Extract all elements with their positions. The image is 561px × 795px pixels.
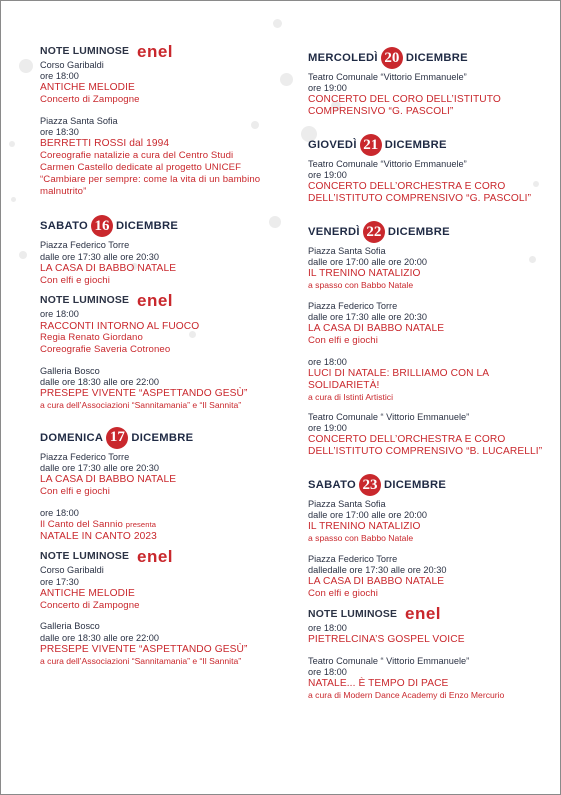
event-detail: Galleria Bosco (40, 621, 100, 632)
event-credit: a cura dell’Associazioni “Sannitamania” e “Il Sannita” (40, 400, 242, 411)
event (40, 565, 302, 611)
event-presenter (40, 519, 302, 531)
month-name: DICEMBRE (387, 226, 450, 238)
presenter-name: Il Canto del Sannio (40, 518, 123, 530)
event-text: LA CASA DI BABBO NATALE (308, 323, 445, 335)
note-luminose-header (40, 548, 302, 565)
event (308, 159, 553, 205)
event-detail: ore 18:00 (308, 356, 347, 367)
snow-dot (273, 19, 282, 28)
date-header (308, 45, 553, 71)
event-credit: a cura di Modern Dance Academy di Enzo Mercurio (308, 689, 505, 700)
event-detail: ore 19:00 (308, 83, 347, 94)
event (40, 309, 302, 356)
event-detail: Piazza Santa Sofia (308, 499, 386, 509)
note-luminose-header (40, 292, 302, 309)
event-text: DELL’ISTITUTO COMPRENSIVO “B. LUCARELLI” (308, 446, 543, 458)
note-luminose-label: NOTE LUMINOSE (40, 46, 130, 57)
event-text: COMPRENSIVO “G. PASCOLI” (308, 106, 454, 118)
event-text: Concerto di Zampogne (40, 599, 140, 611)
event-time: ore 18:00 (40, 507, 79, 518)
snow-dot (19, 59, 33, 73)
event-detail: Piazza Santa Sofia (308, 246, 386, 256)
event-text: Con elfi e giochi (40, 274, 110, 286)
event-text: ANTICHE MELODIE (40, 587, 135, 599)
event-text: CONCERTO DELL’ORCHESTRA E CORO (308, 434, 506, 446)
event-credit: a cura dell’Associazioni “Sannitamania” e “Il Sannita” (40, 655, 242, 666)
day-number-badge: 16 (91, 215, 113, 237)
event-detail: ore 19:00 (308, 423, 347, 434)
svg-text:enel: enel (137, 292, 174, 309)
event-text: DELL’ISTITUTO COMPRENSIVO “G. PASCOLI” (308, 193, 532, 205)
event (40, 452, 302, 498)
day-name: DOMENICA (40, 431, 104, 444)
event-text: RACCONTI INTORNO AL FUOCO (40, 320, 200, 332)
month-name: DICEMBRE (131, 431, 194, 444)
month-name: DICEMBRE (405, 52, 468, 64)
enel-logo-icon (137, 293, 183, 309)
event-title: NATALE IN CANTO 2023 (40, 530, 157, 542)
event-detail: ore 18:00 (308, 666, 347, 677)
event-text: Con elfi e giochi (308, 334, 378, 346)
event (308, 412, 553, 458)
event-text: Concerto di Zampogne (40, 94, 140, 106)
event-text: LUCI DI NATALE: BRILLIAMO CON LA (308, 367, 490, 379)
event-detail: Corso Garibaldi (40, 565, 104, 576)
note-luminose-header (40, 43, 302, 60)
event-text: PRESEPE VIVENTE “ASPETTANDO GESÙ” (40, 643, 248, 655)
event-detail: Galleria Bosco (40, 365, 100, 376)
event-text: Coreografie natalizie a cura del Centro Studi (40, 150, 234, 162)
day-name: SABATO (40, 220, 89, 233)
event-text: Regia Renato Giordano (40, 332, 143, 344)
event-text: LA CASA DI BABBO NATALE (40, 474, 177, 486)
event-detail: dalle ore 17:30 alle ore 20:30 (40, 251, 160, 262)
event-text: PRESEPE VIVENTE “ASPETTANDO GESÙ” (40, 388, 248, 400)
month-name: DICEMBRE (384, 139, 447, 151)
event-detail: Piazza Federico Torre (40, 240, 130, 251)
presenta-label: presenta (125, 519, 157, 529)
snow-dot (11, 197, 16, 202)
event (40, 60, 302, 106)
note-luminose-label: NOTE LUMINOSE (40, 295, 130, 307)
enel-logo-icon (137, 549, 183, 565)
date-header (308, 472, 553, 498)
right-column (308, 45, 553, 710)
event-text: SOLIDARIETÀ! (308, 379, 380, 391)
date-header (308, 132, 553, 158)
event-detail: Piazza Federico Torre (40, 451, 130, 462)
date-header (40, 425, 302, 451)
event (308, 246, 553, 291)
event-text: Carmen Castello dedicate al progetto UNICEF (40, 162, 242, 173)
month-name: DICEMBRE (384, 479, 447, 491)
event (308, 72, 553, 118)
event-detail: dalle ore 18:30 alle ore 22:00 (40, 377, 160, 388)
note-luminose-label: NOTE LUMINOSE (308, 608, 398, 620)
event-detail: Teatro Comunale “Vittorio Emmanuele” (308, 159, 467, 169)
event (308, 656, 553, 701)
event-detail: Teatro Comunale “ Vittorio Emmanuele” (308, 412, 470, 422)
event-detail: dalle ore 17:30 alle ore 20:30 (40, 462, 160, 473)
date-header (40, 213, 302, 239)
event-text: malnutrito” (40, 185, 87, 197)
event-detail: dalledalle ore 17:30 alle ore 20:30 (308, 564, 447, 575)
event-detail: dalle ore 17:30 alle ore 20:30 (308, 311, 428, 322)
date-header (308, 219, 553, 245)
note-luminose-label: NOTE LUMINOSE (40, 551, 130, 563)
event-credit: a spasso con Babbo Natale (308, 533, 414, 544)
event-credit: a spasso con Babbo Natale (308, 280, 414, 291)
enel-logo-icon (137, 44, 183, 60)
day-number-badge: 20 (381, 47, 403, 69)
event-detail: Piazza Federico Torre (308, 553, 398, 564)
event-credit: a cura di Istinti Artistici (308, 391, 394, 402)
event-text: ANTICHE MELODIE (40, 82, 135, 94)
event-text: “Cambiare per sempre: come la vita di un bambino (40, 173, 261, 185)
day-name: SABATO (308, 479, 357, 491)
event (308, 301, 553, 347)
event-detail: Corso Garibaldi (40, 60, 104, 70)
event-text: Con elfi e giochi (308, 587, 378, 599)
snow-dot (19, 251, 27, 259)
event (308, 357, 553, 402)
svg-text:enel: enel (137, 548, 174, 565)
event-detail: dalle ore 18:30 alle ore 22:00 (40, 632, 160, 643)
event (40, 116, 302, 197)
event (40, 508, 302, 543)
event-detail: ore 18:30 (40, 127, 79, 138)
event-text: CONCERTO DEL CORO DELL’ISTITUTO (308, 94, 501, 106)
day-name: VENERDÌ (308, 226, 360, 238)
event-detail: Teatro Comunale “Vittorio Emmanuele” (308, 72, 467, 82)
event-text: Con elfi e giochi (40, 485, 110, 497)
left-column (40, 43, 302, 676)
event-detail: ore 17:30 (40, 576, 79, 587)
event-detail: Teatro Comunale “ Vittorio Emmanuele” (308, 655, 470, 666)
event-detail: Piazza Federico Torre (308, 300, 398, 311)
event-text: NATALE... È TEMPO DI PACE (308, 678, 449, 690)
day-number-badge: 23 (359, 474, 381, 496)
event-text: LA CASA DI BABBO NATALE (40, 262, 177, 274)
event-detail: dalle ore 17:00 alle ore 20:00 (308, 257, 428, 268)
event-detail: Piazza Santa Sofia (40, 116, 118, 126)
day-number-badge: 22 (363, 221, 385, 243)
svg-text:enel: enel (405, 606, 442, 623)
event-detail: dalle ore 17:00 alle ore 20:00 (308, 510, 428, 521)
event-text: BERRETTI ROSSI dal 1994 (40, 138, 170, 150)
event (308, 623, 553, 646)
day-number-badge: 21 (360, 134, 382, 156)
event-text: PIETRELCINA’S GOSPEL VOICE (308, 633, 465, 645)
event (40, 621, 302, 666)
event-detail: ore 18:00 (40, 309, 79, 320)
month-name: DICEMBRE (116, 220, 179, 233)
day-number-badge: 17 (106, 427, 128, 449)
event-detail: ore 19:00 (308, 170, 347, 181)
enel-logo-icon (405, 606, 451, 622)
event (40, 240, 302, 286)
event (308, 554, 553, 600)
event-detail: ore 18:00 (308, 622, 347, 633)
event-text: IL TRENINO NATALIZIO (308, 268, 421, 280)
event-detail: ore 18:00 (40, 71, 79, 82)
snow-dot (9, 141, 15, 147)
event-text: Coreografie Saveria Cotroneo (40, 344, 171, 356)
event (308, 499, 553, 544)
note-luminose-header (308, 606, 553, 623)
event-text: CONCERTO DELL’ORCHESTRA E CORO (308, 181, 506, 193)
event-text: LA CASA DI BABBO NATALE (308, 576, 445, 588)
day-name: MERCOLEDÌ (308, 52, 378, 64)
svg-text:enel: enel (137, 43, 174, 60)
event-text: IL TRENINO NATALIZIO (308, 521, 421, 533)
day-name: GIOVEDÌ (308, 139, 357, 151)
event (40, 366, 302, 411)
